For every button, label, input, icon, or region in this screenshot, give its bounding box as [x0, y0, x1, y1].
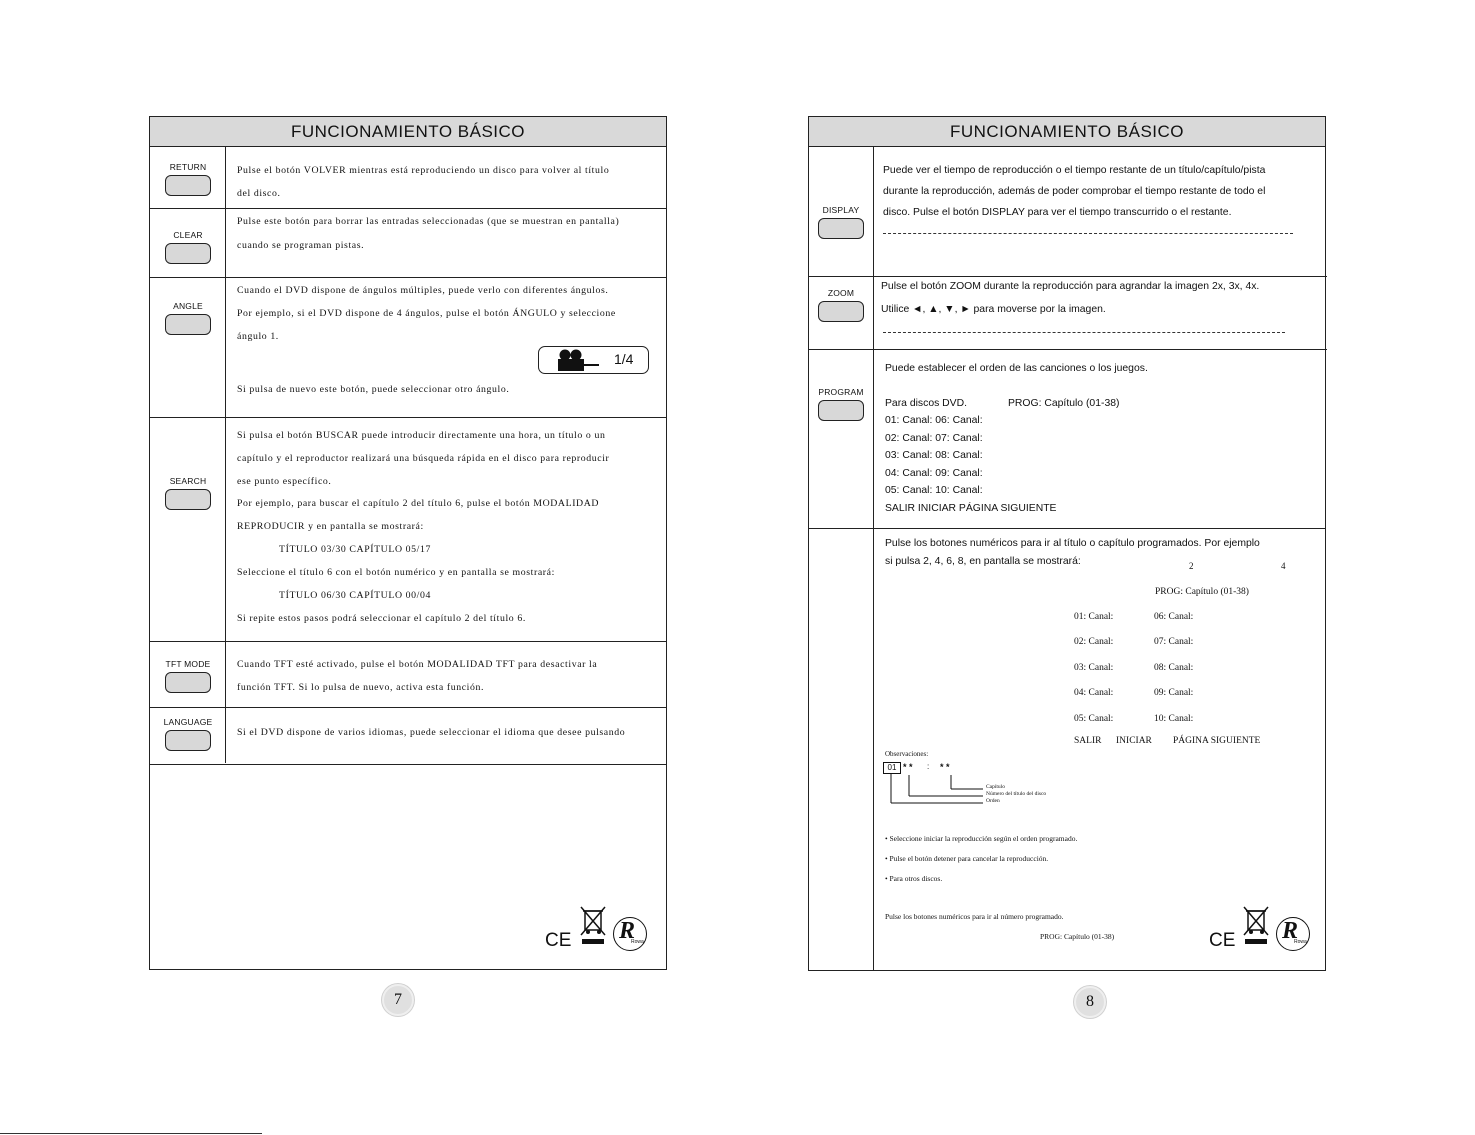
rv-mark — [1276, 917, 1310, 951]
channel-right-3: 08: Canal: — [1154, 663, 1194, 673]
language-button-cap — [165, 730, 211, 751]
search-text-1: Si pulsa el botón BUSCAR puede introducir directamente una hora, un título o un — [237, 430, 606, 441]
program-row-2: 02: Canal: 07: Canal: — [885, 433, 983, 444]
weee-bin-icon — [579, 905, 607, 945]
observations-stars-2: * * — [940, 762, 950, 772]
search-text-5: REPRODUCIR y en pantalla se mostrará: — [237, 521, 424, 532]
legend-numero-titulo: Número del título del disco — [986, 791, 1047, 797]
observations-order-box: 01 — [883, 762, 901, 774]
row-divider — [150, 417, 666, 418]
display-text-3: disco. Pulse el botón DISPLAY para ver el tiempo transcurrido o el restante. — [883, 207, 1232, 218]
channel-left-3: 03: Canal: — [1074, 663, 1114, 673]
program-menu-row: SALIR INICIAR PÁGINA SIGUIENTE — [885, 503, 1057, 514]
program-text-intro: Puede establecer el orden de las canciones o los juegos. — [885, 363, 1148, 374]
row-divider — [809, 276, 1327, 277]
program-text-prog: PROG: Capítulo (01-38) — [1008, 398, 1120, 409]
tft-mode-button — [158, 659, 218, 693]
program-button — [811, 387, 871, 421]
row-divider — [150, 764, 666, 765]
row-divider — [150, 277, 666, 278]
program-text-dvd: Para discos DVD. — [885, 398, 967, 409]
zoom-text-1: Pulse el botón ZOOM durante la reproducción para agrandar la imagen 2x, 3x, 4x. — [881, 281, 1260, 292]
numeric-text-1: Pulse los botones numéricos para ir al título o capítulo programados. Por ejemplo — [885, 538, 1260, 549]
channel-right-1: 06: Canal: — [1154, 612, 1194, 622]
search-text-6: TÍTULO 03/30 CAPÍTULO 05/17 — [279, 544, 431, 555]
clear-text-2: cuando se programan pistas. — [237, 240, 365, 251]
search-button-label: SEARCH — [169, 476, 207, 486]
channel-left-2: 02: Canal: — [1074, 637, 1114, 647]
search-text-4: Por ejemplo, para buscar el capítulo 2 del título 6, pulse el botón MODALIDAD — [237, 498, 600, 509]
rv-mark — [613, 917, 647, 951]
search-button-cap — [165, 489, 211, 510]
angle-button — [158, 301, 218, 335]
return-button — [158, 162, 218, 196]
bullet-3: • Para otros discos. — [885, 874, 943, 883]
zoom-dashed-line — [883, 332, 1285, 333]
menu-iniciar: INICIAR — [1116, 736, 1152, 746]
language-text: Si el DVD dispone de varios idiomas, puede seleccionar el idioma que desee pulsando — [237, 727, 626, 738]
camera-icon — [553, 348, 613, 372]
bullet-2: • Pulse el botón detener para cancelar la reproducción. — [885, 854, 1049, 863]
tft-text-1: Cuando TFT esté activado, pulse el botón MODALIDAD TFT para desactivar la — [237, 659, 598, 670]
tft-mode-button-cap — [165, 672, 211, 693]
return-button-cap — [165, 175, 211, 196]
search-text-2: capítulo y el reproductor realizará una búsqueda rápida en el disco para reproducir — [237, 453, 610, 464]
footer-prog: PROG: Capítulo (01-38) — [1040, 932, 1115, 941]
ce-mark: CE — [545, 930, 572, 951]
angle-display-box — [538, 346, 649, 374]
numeric-example-2: 2 — [1189, 561, 1194, 571]
weee-bin-icon — [1242, 905, 1270, 945]
left-column-divider — [225, 146, 226, 763]
display-button-label: DISPLAY — [822, 205, 860, 215]
channel-right-5: 10: Canal: — [1154, 714, 1194, 724]
search-text-3: ese punto específico. — [237, 476, 332, 487]
clear-button — [158, 230, 218, 264]
channel-left-5: 05: Canal: — [1074, 714, 1114, 724]
tft-mode-button-label: TFT MODE — [165, 659, 211, 669]
rv-mark-letter: R — [1282, 918, 1299, 944]
display-button — [811, 205, 871, 239]
prog-header: PROG: Capítulo (01-38) — [1155, 587, 1249, 597]
search-button — [158, 476, 218, 510]
numeric-example-4: 4 — [1281, 561, 1286, 571]
return-text-1: Pulse el botón VOLVER mientras está reproduciendo un disco para volver al título — [237, 165, 610, 176]
observations-callout-lines — [883, 769, 1063, 809]
display-text-2: durante la reproducción, además de poder comprobar el tiempo restante de todo el — [883, 186, 1266, 197]
zoom-button-cap — [818, 301, 864, 322]
search-text-9: Si repite estos pasos podrá seleccionar el capítulo 2 del título 6. — [237, 613, 526, 624]
program-row-1: 01: Canal: 06: Canal: — [885, 415, 983, 426]
program-row-3: 03: Canal: 08: Canal: — [885, 450, 983, 461]
bottom-edge-line — [0, 1133, 262, 1134]
search-text-8: TÍTULO 06/30 CAPÍTULO 00/04 — [279, 590, 431, 601]
program-row-4: 04: Canal: 09: Canal: — [885, 468, 983, 479]
angle-text-3: ángulo 1. — [237, 331, 279, 342]
angle-button-cap — [165, 314, 211, 335]
ce-mark: CE — [1209, 930, 1236, 951]
return-text-2: del disco. — [237, 188, 281, 199]
channel-left-4: 04: Canal: — [1074, 688, 1114, 698]
angle-text-2: Por ejemplo, si el DVD dispone de 4 ángulos, pulse el botón ÁNGULO y seleccione — [237, 308, 616, 319]
program-button-cap — [818, 400, 864, 421]
display-text-1: Puede ver el tiempo de reproducción o el tiempo restante de un título/capítulo/pista — [883, 165, 1266, 176]
angle-display-value: 1/4 — [614, 351, 634, 367]
program-button-label: PROGRAM — [818, 387, 864, 397]
row-divider — [809, 349, 1327, 350]
legend-capitulo: Capítulo — [986, 784, 1005, 790]
right-page-title: FUNCIONAMIENTO BÁSICO — [809, 117, 1325, 147]
angle-button-label: ANGLE — [173, 301, 203, 311]
display-button-cap — [818, 218, 864, 239]
clear-button-cap — [165, 243, 211, 264]
row-divider — [150, 208, 666, 209]
row-divider — [150, 707, 666, 708]
search-text-7: Seleccione el título 6 con el botón numérico y en pantalla se mostrará: — [237, 567, 555, 578]
observations-stars-1: * * — [903, 762, 913, 772]
observations-title: Observaciones: — [885, 750, 929, 758]
angle-text-1: Cuando el DVD dispone de ángulos múltiples, puede verlo con diferentes ángulos. — [237, 285, 609, 296]
observations-colon: : — [927, 762, 930, 771]
footer-text: Pulse los botones numéricos para ir al número programado. — [885, 912, 1064, 921]
left-page — [149, 116, 667, 970]
rv-mark-small: Rowa — [631, 939, 644, 945]
clear-button-label: CLEAR — [173, 230, 203, 240]
left-page-title: FUNCIONAMIENTO BÁSICO — [150, 117, 666, 147]
page-number-right: 8 — [1074, 986, 1106, 1018]
rv-mark-small: Rowa — [1294, 939, 1307, 945]
rv-mark-letter: R — [619, 918, 636, 944]
right-page — [808, 116, 1326, 971]
language-button-label: LANGUAGE — [163, 717, 213, 727]
zoom-button — [811, 288, 871, 322]
zoom-text-2: Utilice ◄, ▲, ▼, ► para moverse por la imagen. — [881, 304, 1106, 315]
display-dashed-line — [883, 233, 1293, 234]
channel-left-1: 01: Canal: — [1074, 612, 1114, 622]
row-divider — [150, 641, 666, 642]
row-divider — [809, 528, 1325, 529]
right-column-divider — [873, 146, 874, 970]
clear-text-1: Pulse este botón para borrar las entradas seleccionadas (que se muestran en pantalla) — [237, 216, 620, 227]
page-number-left: 7 — [382, 984, 414, 1016]
language-button — [158, 717, 218, 751]
tft-text-2: función TFT. Si lo pulsa de nuevo, activa esta función. — [237, 682, 485, 693]
menu-salir: SALIR — [1074, 736, 1102, 746]
menu-pagina-siguiente: PÁGINA SIGUIENTE — [1173, 736, 1261, 746]
bullet-1: • Seleccione iniciar la reproducción según el orden programado. — [885, 834, 1078, 843]
angle-text-4: Si pulsa de nuevo este botón, puede seleccionar otro ángulo. — [237, 384, 510, 395]
numeric-text-2: si pulsa 2, 4, 6, 8, en pantalla se mostrará: — [885, 556, 1081, 567]
channel-right-2: 07: Canal: — [1154, 637, 1194, 647]
channel-right-4: 09: Canal: — [1154, 688, 1194, 698]
program-row-5: 05: Canal: 10: Canal: — [885, 485, 983, 496]
legend-orden: Orden — [986, 798, 1000, 804]
zoom-button-label: ZOOM — [827, 288, 855, 298]
return-button-label: RETURN — [169, 162, 207, 172]
